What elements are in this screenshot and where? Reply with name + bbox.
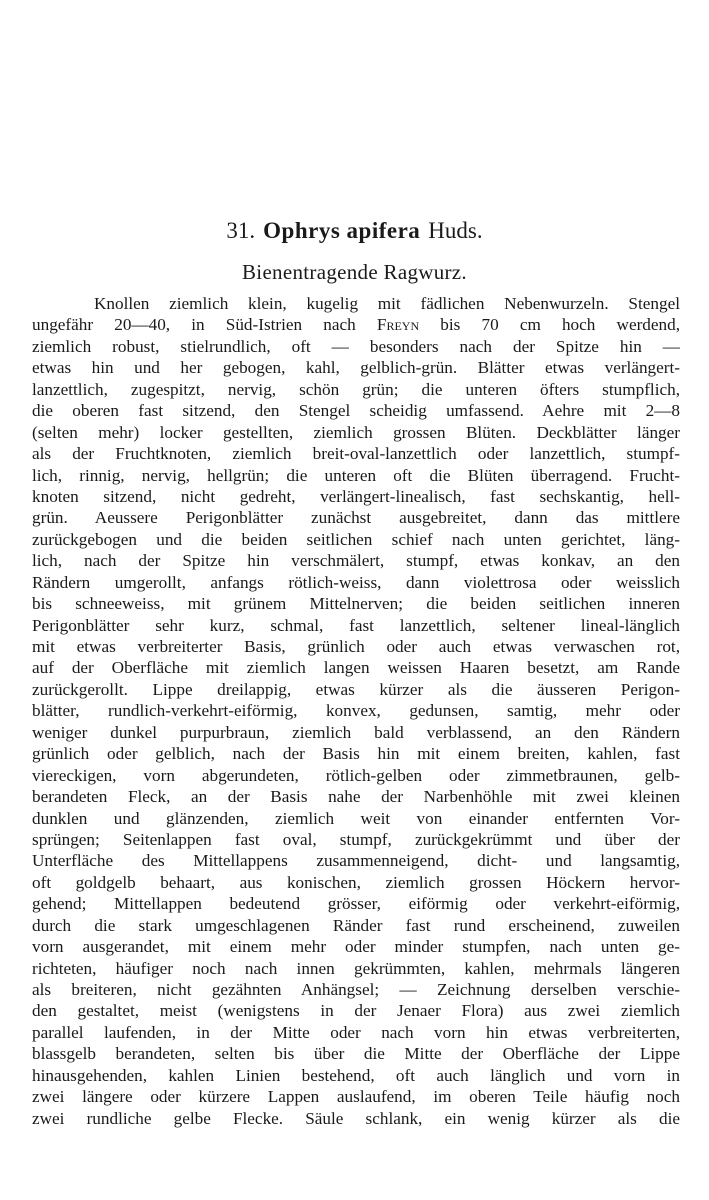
text-line: vorn ausgerandet, mit einem mehr oder minder stumpfen, nach unten ge- (32, 937, 680, 957)
text-line: zwei längere oder kürzere Lappen auslaufend, im oberen Teile häufig noch (32, 1087, 680, 1107)
text-line: zurückgebogen und die beiden seitlichen schief nach unten gerichtet, läng- (32, 529, 680, 549)
text-line: mit etwas verbreiterter Basis, grünlich oder auch etwas verwaschen rot, (32, 637, 680, 656)
text-line: durch die stark umgeschlagenen Ränder fast rund erscheinend, zuweilen (32, 915, 680, 935)
text-line: berandeten Fleck, an der Basis nahe der Narbenhöhle mit zwei kleinen (32, 787, 680, 807)
text-line: sprüngen; Seitenlappen fast oval, stumpf, zurückgekrümmt und über der (32, 829, 680, 849)
text-line: dunklen und glänzenden, ziemlich weit von einander entfernten Vor- (32, 808, 680, 828)
text-line: richteten, häufiger noch nach innen gekrümmten, kahlen, mehrmals längeren (32, 958, 680, 978)
text-line: weniger dunkel purpurbraun, ziemlich bald verblassend, an den Rändern (32, 722, 680, 742)
text-line: bis schneeweiss, mit grünem Mittelnerven; die beiden seitlichen inneren (32, 594, 680, 614)
text-line: als breiteren, nicht gezähnten Anhängsel; — Zeichnung derselben verschie- (32, 980, 680, 999)
text-line: lanzettlich, zugespitzt, nervig, schön grün; die unteren öfters stumpflich, (32, 379, 680, 399)
text-line: grün. Aeussere Perigonblätter zunächst ausgebreitet, dann das mittlere (32, 508, 680, 528)
species-heading (0, 216, 709, 246)
description-text (32, 293, 680, 1129)
text-line: viereckigen, vorn abgerundeten, rötlich-gelben oder zimmetbraunen, gelb- (32, 765, 680, 785)
author-reference: Freyn (376, 315, 420, 335)
species-number: 31. (226, 218, 256, 243)
text-line: grünlich oder gelblich, nach der Basis hin mit einem breiten, kahlen, fast (32, 744, 680, 764)
text-line: Knollen ziemlich klein, kugelig mit fädlichen Nebenwurzeln. Stengel (94, 294, 680, 313)
text-line: zurückgerollt. Lippe dreilappig, etwas kürzer als die äusseren Perigon- (32, 679, 680, 699)
text-line: Rändern umgerollt, anfangs rötlich-weiss, dann violettrosa oder weisslich (32, 572, 680, 592)
text-line: auf der Oberfläche mit ziemlich langen weissen Haaren besetzt, am Rande (32, 658, 680, 678)
text-line: Perigonblätter sehr kurz, schmal, fast lanzettlich, seltener lineal-länglich (32, 615, 680, 635)
text-line: (selten mehr) locker gestellten, ziemlich grossen Blüten. Deckblätter länger (32, 422, 680, 442)
text-line: Unterfläche des Mittellappens zusammenneigend, dicht- und langsamtig, (32, 851, 680, 871)
text-line: oft goldgelb behaart, aus konischen, ziemlich grossen Höckern hervor- (32, 872, 680, 892)
text-line: die oberen fast sitzend, den Stengel scheidig umfassend. Aehre mit 2—8 (32, 401, 680, 421)
text-line: knoten sitzend, nicht gedreht, verlängert-linealisch, fast sechskantig, hell- (32, 486, 680, 506)
text-line: ziemlich robust, stielrundlich, oft — besonders nach der Spitze hin — (32, 336, 680, 356)
text-line: ungefähr 20—40, in Süd-Istrien nach Freyn bis 70 cm hoch werdend, (32, 315, 680, 335)
species-name: Ophrys apifera (263, 218, 421, 243)
text-line: zwei rundliche gelbe Flecke. Säule schlank, ein wenig kürzer als die (32, 1108, 680, 1128)
text-line: etwas hin und her gebogen, kahl, gelblich-grün. Blätter etwas verlängert- (32, 358, 680, 378)
common-name: Bienentragende Ragwurz. (242, 260, 467, 284)
text-line: gehend; Mittellappen bedeutend grösser, eiförmig oder verkehrt-eiförmig, (32, 894, 680, 914)
text-line: den gestaltet, meist (wenigstens in der Jenaer Flora) aus zwei ziemlich (32, 1001, 680, 1021)
text-line: blätter, rundlich-verkehrt-eiförmig, konvex, gedunsen, samtig, mehr oder (32, 701, 680, 721)
text-line: parallel laufenden, in der Mitte oder nach vorn hin etwas verbreiterten, (32, 1022, 680, 1042)
text-line: hinausgehenden, kahlen Linien bestehend, oft auch länglich und vorn in (32, 1065, 680, 1085)
text-line: blassgelb berandeten, selten bis über die Mitte der Oberfläche der Lippe (32, 1044, 680, 1064)
text-line: lich, rinnig, nervig, hellgrün; die unteren oft die Blüten überragend. Frucht- (32, 465, 680, 485)
text-line: lich, nach der Spitze hin verschmälert, stumpf, etwas konkav, an den (32, 551, 680, 571)
text-line: als der Fruchtknoten, ziemlich breit-oval-lanzettlich oder lanzettlich, stumpf- (32, 444, 680, 464)
species-author: Huds. (428, 218, 483, 243)
